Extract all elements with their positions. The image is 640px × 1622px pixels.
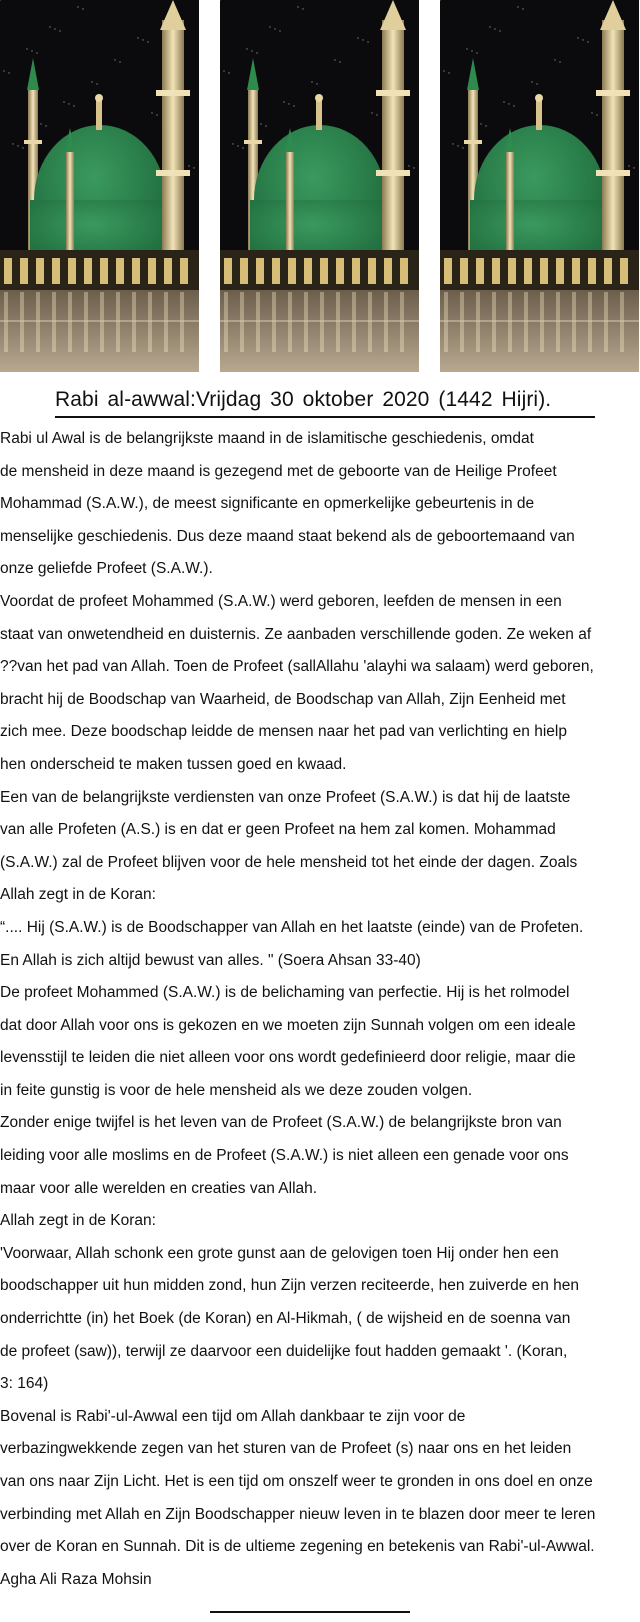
article-line: verbinding met Allah en Zijn Boodschapper nieuw leven in te blazen door meer te leren <box>0 1505 596 1523</box>
article-line: maar voor alle werelden en creaties van Allah. <box>0 1179 318 1197</box>
article-line: Zonder enige twijfel is het leven van de Profeet (S.A.W.) de belangrijkste bron van <box>0 1114 562 1132</box>
mosque-green-dome-icon <box>220 0 419 372</box>
article-line: onze geliefde Profeet (S.A.W.). <box>0 560 213 578</box>
article-line: De profeet Mohammed (S.A.W.) is de belichaming van perfectie. Hij is het rolmodel <box>0 984 570 1002</box>
article-line: staat van onwetendheid en duisternis. Ze aanbaden verschillende goden. Ze weken af <box>0 625 592 643</box>
bottom-divider <box>210 1611 410 1613</box>
article-line: boodschapper uit hun midden zond, hun Zijn verzen reciteerde, hen zuiverde en hen <box>0 1277 580 1295</box>
article-line: verbazingwekkende zegen van het sturen van de Profeet (s) naar ons en het leiden <box>0 1440 572 1458</box>
article-line: 3: 164) <box>0 1375 49 1393</box>
article-line: de mensheid in deze maand is gezegend met de geboorte van de Heilige Profeet <box>0 462 557 480</box>
article-line: in feite gunstig is voor de hele mensheid als we deze zouden volgen. <box>0 1081 473 1099</box>
article-line: levensstijl te leiden die niet alleen voor ons wordt gedefinieerd door religie, maar die <box>0 1049 576 1067</box>
article-line: 'Voorwaar, Allah schonk een grote gunst aan de gelovigen toen Hij onder hen een <box>0 1244 559 1262</box>
article-line: Agha Ali Raza Mohsin <box>0 1570 152 1588</box>
mosque-photo-2 <box>220 0 419 372</box>
header-image-strip <box>0 0 640 372</box>
article-title: Rabi al-awwal:Vrijdag 30 oktober 2020 (1442 Hijri). <box>55 384 595 418</box>
article-line: zich mee. Deze boodschap leidde de mensen naar het pad van verlichting en hielp <box>0 723 567 741</box>
article-line: van ons naar Zijn Licht. Het is een tijd om onszelf weer te gronden in ons doel en onze <box>0 1473 593 1490</box>
article-line: onderrichtte (in) het Boek (de Koran) en Al-Hikmah, ( de wijsheid en de soenna van <box>0 1310 571 1328</box>
article-line: En Allah is zich altijd bewust van alles. " (Soera Ahsan 33-40) <box>0 951 421 969</box>
article-line: Rabi ul Awal is de belangrijkste maand in de islamitische geschiedenis, omdat <box>0 430 534 447</box>
article-line: (S.A.W.) zal de Profeet blijven voor de hele mensheid tot het einde der dagen. Zoals <box>0 853 578 871</box>
article-line: dat door Allah voor ons is gekozen en we moeten zijn Sunnah volgen om een ideale <box>0 1016 576 1034</box>
article-body <box>0 423 640 1596</box>
article-line: hen onderscheid te maken tussen goed en kwaad. <box>0 755 347 773</box>
article-line: Een van de belangrijkste verdiensten van onze Profeet (S.A.W.) is dat hij de laatste <box>0 788 571 806</box>
mosque-photo-1 <box>0 0 199 372</box>
article-line: de profeet (saw)), terwijl ze daarvoor een duidelijke fout hadden gemaakt '. (Koran, <box>0 1342 568 1360</box>
article-line: Allah zegt in de Koran: <box>0 886 156 904</box>
article-line: leiding voor alle moslims en de Profeet (S.A.W.) is niet alleen een genade voor ons <box>0 1147 569 1165</box>
article-line: “.... Hij (S.A.W.) is de Boodschapper van Allah en het laatste (einde) van de Profeten. <box>0 918 584 936</box>
article-line: Allah zegt in de Koran: <box>0 1212 156 1230</box>
article-line: van alle Profeten (A.S.) is en dat er geen Profeet na hem zal komen. Mohammad <box>0 821 556 839</box>
article-line: bracht hij de Boodschap van Waarheid, de Boodschap van Allah, Zijn Eenheid met <box>0 690 566 708</box>
article-line: over de Koran en Sunnah. Dit is de ultieme zegening en betekenis van Rabi'-ul-Awwal. <box>0 1538 595 1556</box>
article-line: ??van het pad van Allah. Toen de Profeet (sallAllahu 'alayhi wa salaam) werd geboren, <box>0 658 594 676</box>
mosque-photo-3 <box>440 0 639 372</box>
article-line: menselijke geschiedenis. Dus deze maand staat bekend als de geboortemaand van <box>0 527 575 545</box>
mosque-green-dome-icon <box>440 0 639 372</box>
article-line: Voordat de profeet Mohammed (S.A.W.) werd geboren, leefden de mensen in een <box>0 592 562 610</box>
article-line: Mohammad (S.A.W.), de meest significante en opmerkelijke gebeurtenis in de <box>0 495 535 513</box>
article-line: Bovenal is Rabi'-ul-Awwal een tijd om Allah dankbaar te zijn voor de <box>0 1407 466 1425</box>
mosque-green-dome-icon <box>0 0 199 372</box>
